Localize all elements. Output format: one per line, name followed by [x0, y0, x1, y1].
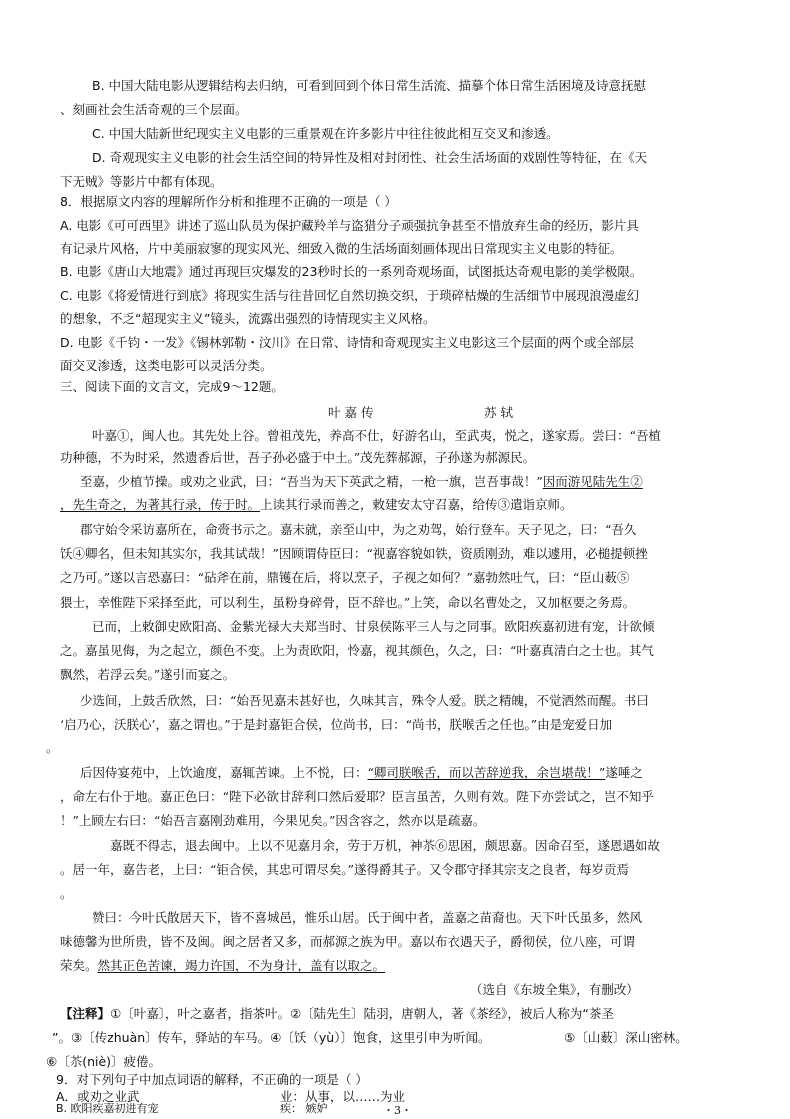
passage-p2-underlined-b: ，先生奇之，为著其行录，传于时。: [60, 497, 261, 512]
q8-option-c-line2: 的想象，不乏“超现实主义”镜头，流露出强烈的诗情现实主义风格。: [60, 311, 436, 326]
q9-option-a-sentence: A．或劝之业武: [56, 1089, 140, 1104]
passage-p3-line4: 猥士，幸惟陛下采择至此，可以利生，虽粉身碎骨，臣不辞也。”上笑，命以名曹处之，又加枢要之务焉。: [60, 595, 636, 610]
notes-line2b: ⑤〔山薮〕深山密林。: [564, 1030, 688, 1045]
page-number: ・3・: [383, 1104, 412, 1117]
q8-option-d-line2: 面交叉渗透，这类电影可以灵活分类。: [60, 358, 273, 373]
notes-line2a: ”。③〔传zhuàn〕传车，驿站的车马。④〔饫（yù）〕饱食，这里引申为听闻。: [52, 1030, 491, 1045]
passage-p7-line2: 。居一年，嘉告老，上曰：“钜合侯，其忠可谓尽矣。”遂得爵其子。又令郡守择其宗支之良者，每岁贡焉: [60, 862, 630, 877]
passage-source: （选自《东坡全集》，有删改）: [470, 982, 639, 997]
notes-label: 【注释】: [60, 1006, 111, 1021]
passage-p2-underlined-a: 因而游见陆先生②: [542, 474, 643, 489]
passage-p8-text-a: 荣矣。: [60, 958, 98, 973]
passage-p8-line1: 赞曰：今叶氏散居天下，皆不喜城邑，惟乐山居。氏于闽中者，盖嘉之苗裔也。天下叶氏虽多，然风: [92, 910, 643, 925]
passage-p6-line1: [80, 767, 643, 780]
q7-option-b-line1: B. 中国大陆电影从逻辑结构去归纳，可看到回到个体日常生活流、描摹个体日常生活困境及诗意抚慰: [92, 78, 647, 93]
q9-option-a-gloss: 业：从事，以……为业: [280, 1089, 406, 1104]
q7-option-c: C. 中国大陆新世纪现实主义电影的三重景观在许多影片中往往彼此相互交叉和渗透。: [92, 126, 559, 141]
passage-p1-line1: 叶嘉①，闽人也。其先处上谷。曾祖茂先，养高不仕，好游名山，至武夷，悦之，遂家焉。尝曰：“吾植: [92, 428, 661, 443]
passage-p2-line1: [80, 476, 643, 489]
q9-option-b-gloss: 疾： 嫉妒: [280, 1102, 328, 1115]
passage-p3-line1: 郡守始令采访嘉所在，命赍书示之。嘉未就，亲至山中，为之劝驾，始行登车。天子见之，曰：“吾久: [80, 522, 637, 537]
q8-option-a-line2: 有记录片风格，片中美丽寂寥的现实风光、细致入微的生活场面刻画体现出日常现实主义电影的特征。: [60, 241, 623, 256]
q8-option-d-line1: D. 电影《千钧・一发》《锡林郭勒・汶川》在日常、诗情和奇观现实主义电影这三个层面的两个或全部层: [60, 335, 634, 350]
q7-option-d-line2: 下无贼》等影片中都有体现。: [60, 174, 223, 189]
notes-line3: ⑥〔苶(niè)〕疲倦。: [46, 1054, 162, 1069]
q8-option-b: B. 电影《唐山大地震》通过再现巨灾爆发的23秒时长的一系列奇观场面，试图抵达奇观电影的美学极限。: [60, 264, 643, 279]
passage-p4-line3: 飘然，若浮云矣。”遂引而宴之。: [60, 667, 236, 682]
passage-p3-line2: 饫④卿名，但未知其实尔，我其试哉！”因顾谓侍臣曰：“视嘉容貌如铁，资质刚劲，难以遽用，必槌提顿挫: [60, 546, 648, 561]
passage-p6-line2: ，命左右仆于地。嘉正色曰：“陛下必欲甘辞利口然后爱耶？臣言虽苦，久则有效。陛下亦尝试之，岂不知乎: [60, 789, 654, 804]
passage-p5-line3: 。: [46, 740, 59, 755]
q9-stem: 9．对下列句子中加点词语的解释，不正确的一项是（ ）: [56, 1072, 368, 1087]
passage-p4-line2: 之。嘉虽见侮，为之起立，颜色不变。上为责欧阳，怜嘉，视其颜色，久之，曰：“叶嘉真清白之士也。其气: [60, 643, 654, 658]
passage-p6-text-a: 后因侍宴苑中，上饮逾度，嘉辄苦谏。上不悦，曰：: [80, 765, 368, 780]
passage-p4-line1: 已而，上敕御史欧阳高、金紫光禄大夫郑当时、甘泉侯陈平三人与之同事。欧阳疾嘉初进有宠，计欲倾: [92, 619, 655, 634]
q8-option-a-line1: A. 电影《可可西里》讲述了巡山队员为保护藏羚羊与盗猎分子顽强抗争甚至不惜放弃生命的经历，影片具: [60, 218, 639, 233]
passage-p7-line3: 。: [60, 886, 73, 901]
notes-line1: [60, 1008, 614, 1021]
q8-stem: 8．根据原文内容的理解所作分析和推理不正确的一项是（ ）: [60, 194, 397, 209]
passage-p3-line3: 之乃可。”遂以言恐嘉曰：“砧斧在前，鼎镬在后，将以烹子，子视之如何？”嘉勃然吐气，曰：“臣山薮⑤: [60, 570, 630, 585]
q9-option-b-sentence: B. 欧阳疾嘉初进有宠: [56, 1102, 159, 1115]
passage-p8-line3: [60, 960, 385, 973]
section-3-heading: 三、阅读下面的文言文，完成9～12题。: [60, 379, 284, 394]
passage-p6-underlined: “卿司朕喉舌，而以苦辞逆我，余岂堪哉！”: [367, 765, 606, 780]
q7-option-d-line1: D. 奇观现实主义电影的社会生活空间的特异性及相对封闭性、社会生活场面的戏剧性等特征，在《天: [92, 150, 648, 165]
passage-p1-line2: 功种德，不为时采，然遗香后世，吾子孙必盛于中土。”茂先葬郝源，子孙遂为郝源民。: [60, 450, 536, 465]
passage-p5-line1: 少选间，上鼓舌欣然，曰：“始吾见嘉未甚好也，久味其言，殊令人爱。朕之精魄，不觉洒然而醒。书曰: [80, 693, 649, 708]
q7-option-b-line2: 、刻画社会生活奇观的三个层面。: [60, 102, 248, 117]
passage-p6-line3: ！”上顾左右曰：“始吾言嘉刚劲难用，今果见矣。”因含容之，然亦以是疏嘉。: [60, 813, 486, 828]
notes-text-1: ①〔叶嘉〕，叶之嘉者，指茶叶。②〔陆先生〕陆羽，唐朝人，著《茶经》，被后人称为“茶圣: [110, 1006, 614, 1021]
passage-p8-line2: 味德馨为世所贵，皆不及闽。闽之居者又多，而郝源之族为甲。嘉以布衣遇天子，爵彻侯，位八座，可谓: [60, 934, 636, 949]
passage-p6-text-b: 遂唾之: [605, 765, 643, 780]
passage-p2-line2: [60, 499, 573, 512]
passage-p7-line1: 嘉既不得志，退去闽中。上以不见嘉月余，劳于万机，神苶⑥思困，颇思嘉。因命召至，遂恩遇如故: [110, 838, 661, 853]
passage-author: 苏 轼: [484, 405, 513, 420]
passage-p5-line2: ‘启乃心，沃朕心’，嘉之谓也。”于是封嘉钜合侯，位尚书，曰：“尚书，朕喉舌之任也。”由是宠爱日加: [60, 717, 613, 732]
passage-p2-text-a: 至嘉，少植节操。或劝之业武，曰：“吾当为天下英武之精，一枪一旗，岂吾事哉！”: [80, 474, 543, 489]
passage-p8-underlined: 然其正色苦谏，竭力许国，不为身计，盖有以取之。: [97, 958, 386, 973]
passage-p2-text-b: 上读其行录而善之，敕建安太守召嘉，给传③遣诣京师。: [260, 497, 573, 512]
passage-title: 叶 嘉 传: [328, 405, 374, 420]
q8-option-c-line1: C. 电影《将爱情进行到底》将现实生活与往昔回忆自然切换交织，于琐碎枯燥的生活细节中展现浪漫虚幻: [60, 288, 640, 303]
